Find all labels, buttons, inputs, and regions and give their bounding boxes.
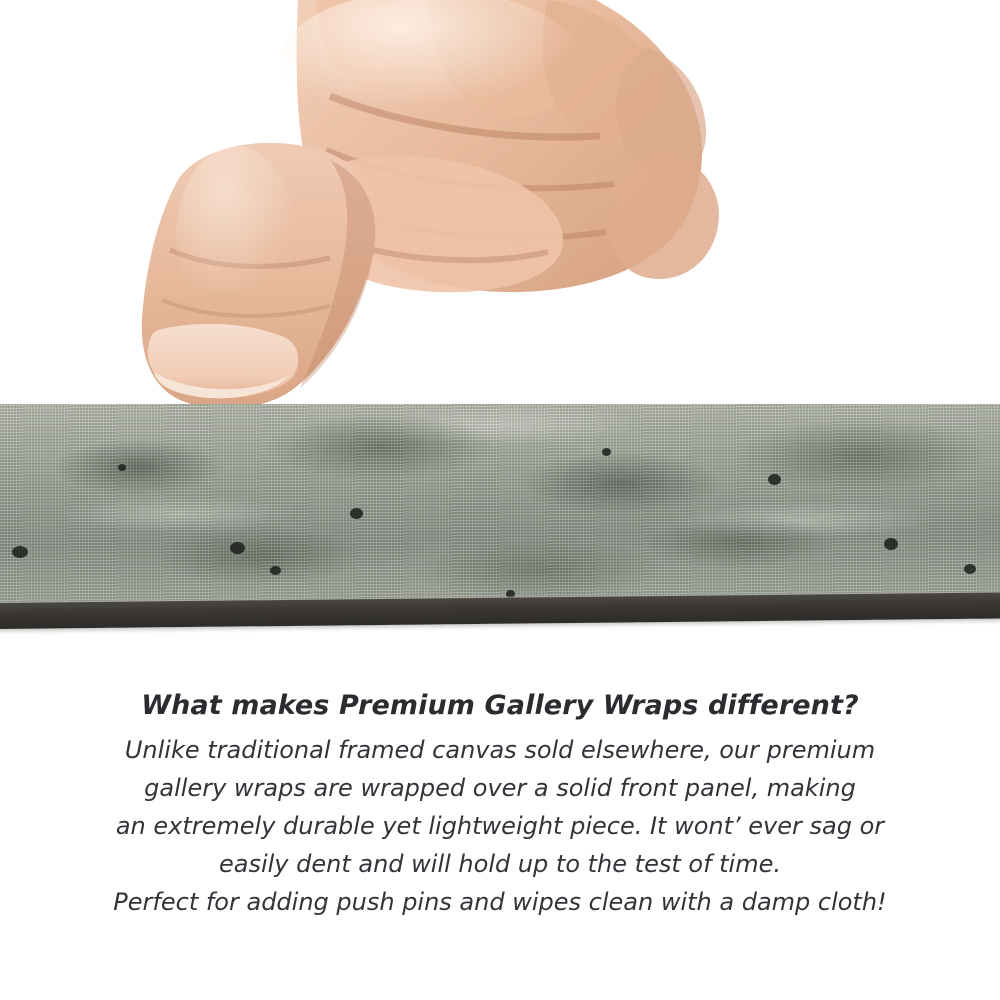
canvas-speck — [12, 546, 28, 558]
canvas-speck — [768, 474, 781, 485]
caption-heading: What makes Premium Gallery Wraps different? — [141, 690, 859, 721]
caption-line-5: Perfect for adding push pins and wipes clean with a damp cloth! — [113, 888, 887, 916]
canvas-speck — [270, 566, 281, 575]
caption-line-2: gallery wraps are wrapped over a solid front panel, making — [144, 774, 856, 802]
canvas-printed-face — [0, 404, 1000, 619]
caption-line-1: Unlike traditional framed canvas sold elsewhere, our premium — [124, 736, 876, 764]
canvas-speck — [230, 542, 245, 554]
hand-photo-region — [0, 0, 1000, 420]
caption-line-4: easily dent and will hold up to the test of time. — [218, 850, 781, 878]
caption-block — [0, 690, 1000, 921]
hand-illustration — [0, 0, 1000, 420]
canvas-speck — [350, 508, 363, 519]
caption-line-3: an extremely durable yet lightweight piece. It wont’ ever sag or — [115, 812, 885, 840]
finger-highlight — [176, 146, 296, 326]
gallery-wrap-slab — [0, 404, 1000, 644]
canvas-speck — [118, 464, 126, 471]
canvas-speck — [884, 538, 898, 550]
canvas-speck — [602, 448, 611, 456]
canvas-speck — [964, 564, 976, 574]
